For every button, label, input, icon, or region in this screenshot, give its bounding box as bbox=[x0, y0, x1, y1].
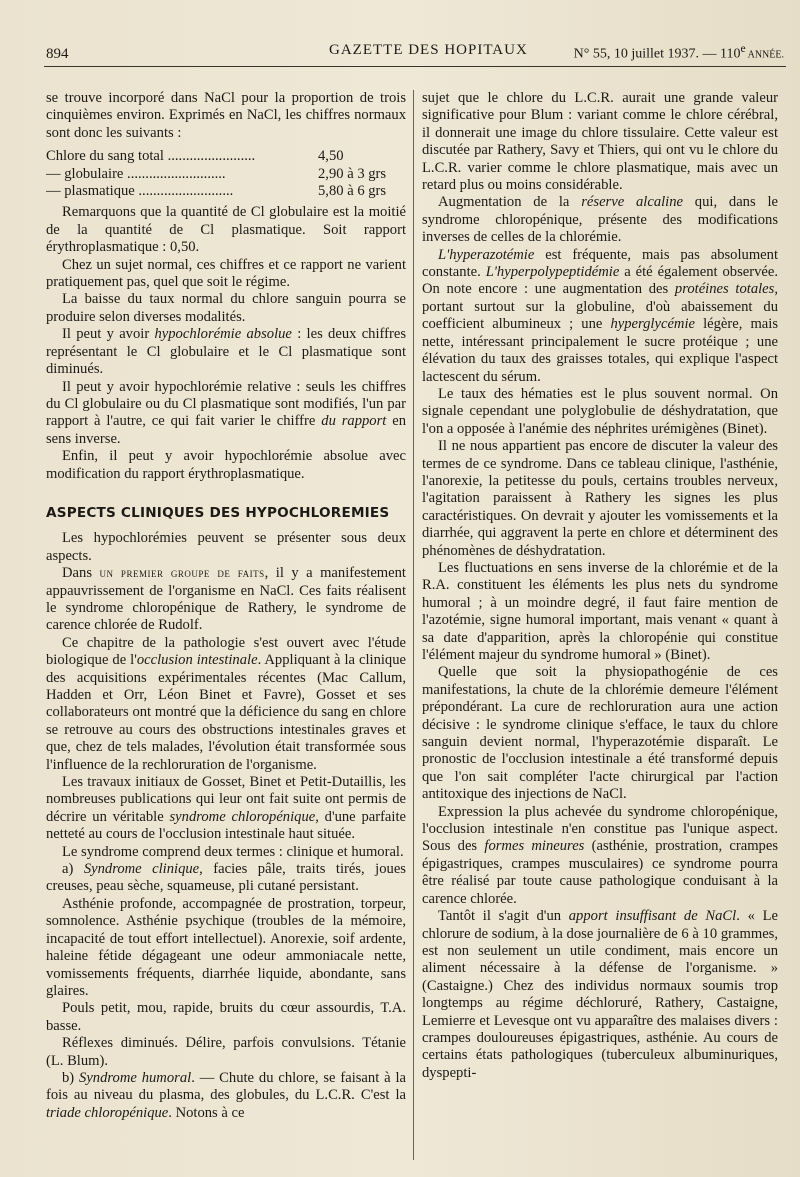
paragraph bbox=[46, 565, 406, 635]
paragraph bbox=[46, 326, 406, 378]
text-run: Augmentation de la bbox=[438, 194, 582, 211]
left-column bbox=[46, 90, 406, 1170]
text-run: Tantôt il s'agit d'un bbox=[438, 908, 569, 925]
paragraph: se trouve incorporé dans NaCl pour la proportion de trois cinquièmes environ. Exprimés en NaCl, les chiffres normaux sont donc les suivants : bbox=[46, 90, 406, 141]
emphasis: Syndrome clinique bbox=[83, 861, 200, 878]
paragraph: Quelle que soit la physiopathogénie de ces manifestations, la chute de la chlorémie demeure l'élément prépondérant. La cure de rechloruration aura une action décisive : le syndrome clinique s'efface, le taux du chlore sanguin devient normal, l'hyperazotémie disparaît. Le pronostic de l'occlusion intestinale a été transformé depuis que l'on sait compléter l'acte chirurgical par l'action antitoxique des injections de NaCl. bbox=[422, 664, 778, 803]
paragraph: La baisse du taux normal du chlore sanguin pourra se produire selon diverses modalités. bbox=[46, 291, 406, 325]
paragraph: Le syndrome comprend deux termes : clinique et humoral. bbox=[62, 843, 404, 860]
emphasis: hyperglycémie bbox=[610, 316, 695, 333]
text-run: Dans bbox=[62, 565, 100, 582]
text-run: a) bbox=[62, 861, 84, 878]
table-row bbox=[46, 148, 406, 165]
text-run: , il y a manifestement appauvrissement de l'organisme en NaCl. Ces faits réalisent le syndrome chloropénique de Rathery, le syndrome de carence chlorée de Rudolf. bbox=[46, 565, 406, 634]
paragraph: Il ne nous appartient pas encore de discuter la valeur des termes de ce syndrome. Dans ce tableau clinique, l'asthénie, l'anorexie, la petitesse du pouls, certains troubles nerveux, l'agitation paraissent à Rathery les signes les plus caractéristiques. On devrait y ajouter les vomissements et la diarrhée, qui aggravent la perte en chlore et déterminent des phénomènes de déshydratation. bbox=[422, 438, 778, 559]
row-label: Chlore du sang total ........................ bbox=[46, 148, 256, 165]
text-run: (asthénie, prostration, crampes épigastriques, crampes musculaires) ce syndrome pourra être réalisé par toute cause pathologique conduisant à la carence chlorée. bbox=[422, 838, 778, 907]
paragraph bbox=[46, 635, 406, 774]
row-value: 5,80 à 6 grs bbox=[318, 183, 387, 200]
text-run: . « Le chlorure de sodium, à la dose journalière de 6 à 10 grammes, est non seulement un utile condiment, mais encore un aliment nécessaire à la défense de l'organisme. » (Castaigne.) Chez des individus normaux soumis trop longtemps au régime déchloruré, Rathery, Castaigne, Lemierre et Levesque ont vu apparaître des malaises divers : crampes douloureuses épigastriques, asthénie. Au cours de certains états pathologiques (tuberculeux albuminuriques, dyspepti- bbox=[422, 908, 778, 1081]
table-row bbox=[46, 166, 406, 183]
column-divider bbox=[413, 90, 414, 1160]
emphasis: occlusion intestinale bbox=[136, 652, 258, 669]
issue-line bbox=[574, 42, 784, 63]
row-value: 4,50 bbox=[318, 148, 344, 165]
text-run: , facies pâle, traits tirés, joues creuses, peau sèche, squameuse, pli cutané persistant. bbox=[46, 861, 406, 895]
text-run: , d'une parfaite netteté au cours de l'occlusion intestinale haut située. bbox=[46, 808, 406, 843]
small-caps-text: un premier groupe de faits bbox=[99, 566, 265, 581]
emphasis: apport insuffisant de NaCl bbox=[568, 908, 737, 925]
issue-year: ANNÉE. bbox=[745, 49, 784, 61]
table-row bbox=[46, 183, 406, 200]
text-run: légère, mais nette, intéressant principalement le sucre protéique ; une élévation du taux des graisses totales, qui explique l'aspect lactescent du sérum. bbox=[422, 316, 778, 385]
text-run: . Appliquant à la clinique des acquisitions expérimentales récentes (Mac Callum, Hadden et Orr, Léon Binet et Favre), Gosset et ses collaborateurs ont montré que la déficience du sang en chlore se retrouve au cours des obstructions intestinales graves et que, chez de tels malades, l'évolution était transformée sous l'influence de la rechloruration de l'organisme. bbox=[46, 652, 406, 773]
paragraph: Pouls petit, mou, rapide, bruits du cœur assourdis, T.A. basse. bbox=[46, 1000, 406, 1034]
text-run: en sens inverse. bbox=[46, 413, 406, 447]
page-header bbox=[44, 38, 786, 67]
emphasis: hypochlorémie absolue bbox=[154, 326, 292, 343]
paragraph bbox=[46, 1070, 406, 1122]
emphasis: du rapport bbox=[321, 413, 387, 430]
paragraph bbox=[422, 908, 778, 1082]
paragraph bbox=[46, 861, 406, 896]
row-label: — plasmatique .......................... bbox=[46, 183, 234, 200]
emphasis: réserve alcaline bbox=[581, 194, 683, 211]
text-run: Il peut y avoir bbox=[62, 326, 155, 343]
paragraph bbox=[46, 774, 406, 844]
page-number: 894 bbox=[46, 46, 69, 62]
row-label: — globulaire ........................... bbox=[46, 165, 226, 182]
text-run: , portant surtout sur la globuline, d'où abaissement du coefficient albumineux ; une bbox=[422, 281, 778, 333]
paragraph: Réflexes diminués. Délire, parfois convulsions. Tétanie (L. Blum). bbox=[46, 1035, 406, 1069]
emphasis: syndrome chloropénique bbox=[169, 808, 316, 825]
text-run: Ce chapitre de la pathologie s'est ouvert avec l'étude biologique de l' bbox=[46, 634, 406, 669]
paragraph bbox=[422, 804, 778, 908]
emphasis: L'hyperazotémie bbox=[438, 246, 535, 263]
emphasis: formes mineures bbox=[484, 838, 585, 855]
paragraph bbox=[46, 379, 406, 449]
right-column bbox=[422, 90, 778, 1170]
journal-title: GAZETTE DES HOPITAUX bbox=[329, 42, 528, 58]
text-run: Les travaux initiaux de Gosset, Binet et Petit-Dutaillis, les nombreuses publications qui leur ont fait suite ont permis de décrire un véritable bbox=[46, 774, 406, 825]
text-run: Il peut y avoir hypochlorémie relative : seuls les chiffres du Cl globulaire ou du Cl plasmatique sont modifiés, l'un par rapport à l'autre, ce qui fait varier le chiffre bbox=[46, 378, 406, 430]
text-run: Expression la plus achevée du syndrome chloropénique, l'occlusion intestinale n'en constitue pas l'unique aspect. Sous des bbox=[422, 803, 778, 855]
text-run: : les deux chiffres représentant le Cl globulaire et le Cl plasmatique sont diminués. bbox=[46, 326, 406, 378]
paragraph bbox=[422, 194, 778, 246]
paragraph: Le taux des hématies est le plus souvent normal. On signale cependant une polyglobulie de déshydratation, que l'on a opposée à l'anémie des néphrites urémigènes (Binet). bbox=[422, 385, 778, 437]
paragraph bbox=[422, 247, 778, 386]
paragraph: Enfin, il peut y avoir hypochlorémie absolue avec modification du rapport érythroplasmatique. bbox=[46, 448, 406, 482]
paragraph: Les fluctuations en sens inverse de la chlorémie et de la R.A. constituent les éléments les plus nets du syndrome humoral ; à un moindre degré, il faut faire mention de l'azotémie, signe humoral important, mais venant « quant à sa date d'apparition, après la chloropénie qui constitue l'élément majeur du syndrome humoral » (Binet). bbox=[422, 559, 778, 663]
paragraph: Remarquons que la quantité de Cl globulaire est la moitié de la quantité de Cl plasmatique. Soit rapport érythroplasmatique : 0,50. bbox=[46, 204, 406, 256]
text-run: b) bbox=[62, 1069, 80, 1086]
issue-sup: e bbox=[740, 42, 746, 55]
section-heading: ASPECTS CLINIQUES DES HYPOCHLOREMIES bbox=[46, 504, 390, 521]
emphasis: triade chloropénique bbox=[46, 1104, 169, 1121]
paragraph: Asthénie profonde, accompagnée de prostration, torpeur, somnolence. Asthénie psychique (troubles de la mémoire, incapacité de tout effort intellectuel). Anorexie, soif ardente, haleine fétide dégageant une odeur ammoniacale nette, vomissements fréquents, diarrhée liquide, abondante, sans glaires. bbox=[46, 895, 406, 999]
blood-chlorine-table bbox=[46, 148, 406, 200]
emphasis: protéines totales bbox=[674, 281, 775, 298]
text-run: qui, dans le syndrome chloropénique, présente des modifications inverses de celles de la chlorémie. bbox=[422, 194, 778, 246]
issue-date: N° 55, 10 juillet 1937. — 110 bbox=[573, 46, 741, 62]
paragraph: Les hypochlorémies peuvent se présenter sous deux aspects. bbox=[46, 530, 406, 564]
text-run: a été également observée. On note encore : une augmentation des bbox=[422, 264, 778, 298]
text-run: . Notons à ce bbox=[168, 1104, 245, 1121]
row-value: 2,90 à 3 grs bbox=[318, 165, 387, 182]
text-run: . — Chute du chlore, se faisant à la fois au niveau du plasma, des globules, du L.C.R. C'est la bbox=[46, 1069, 406, 1104]
emphasis: Syndrome humoral bbox=[79, 1069, 192, 1086]
text-run: est fréquente, mais pas absolument constante. bbox=[422, 246, 778, 281]
emphasis: L'hyperpolypeptidémie bbox=[485, 264, 620, 281]
paragraph: sujet que le chlore du L.C.R. aurait une grande valeur significative pour Blum : variant comme le chlore cérébral, il donnerait une image du chlore tissulaire. Cette valeur est discutée par Rathery, Savy et Thiers, qui ont vu le chlore du L.C.R. varier comme le chlore plasmatique, mais avec un retard plus ou moins considérable. bbox=[422, 90, 778, 194]
paragraph: Chez un sujet normal, ces chiffres et ce rapport ne varient pratiquement pas, quel que soit le régime. bbox=[46, 256, 406, 291]
